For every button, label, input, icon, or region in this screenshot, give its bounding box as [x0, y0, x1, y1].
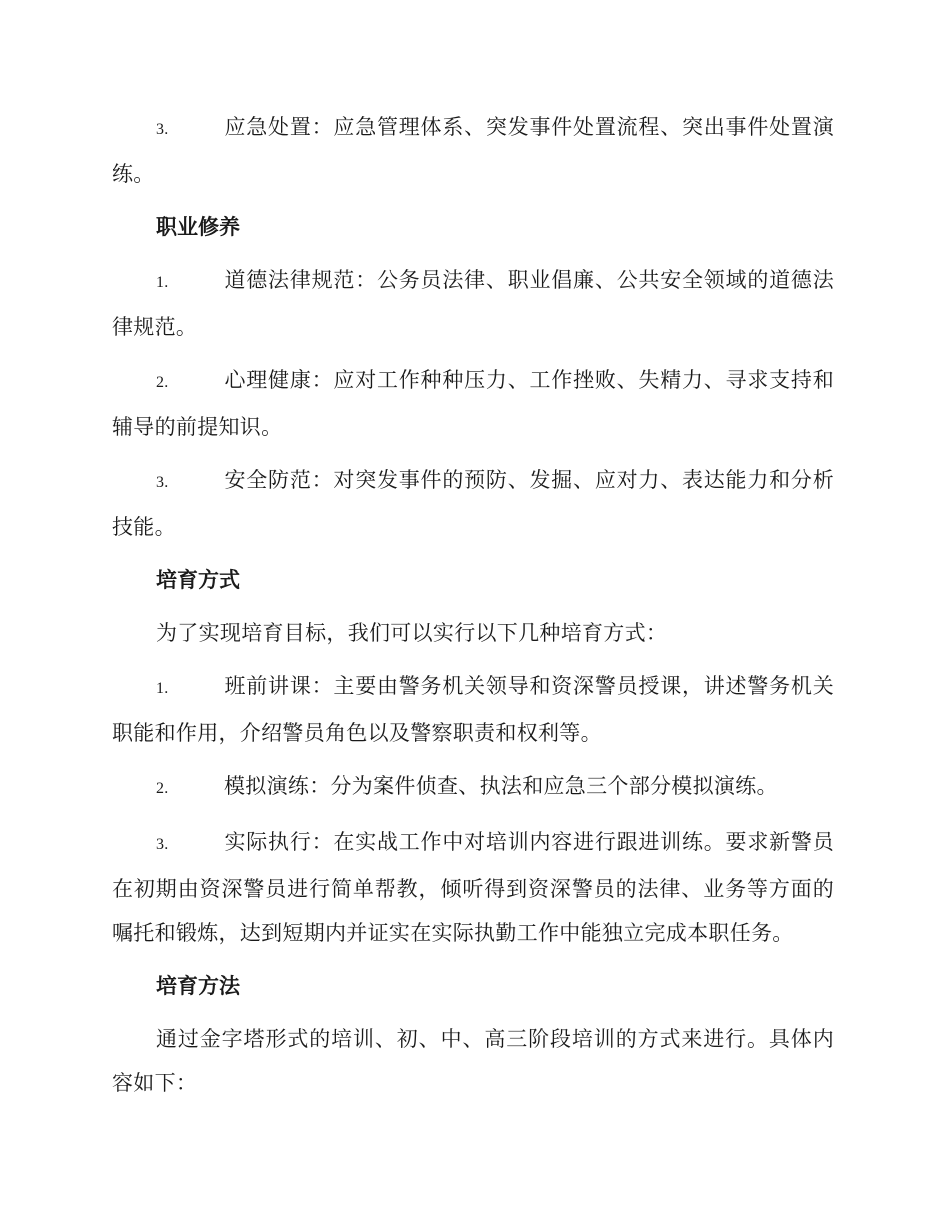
list-item-mental-health	[112, 358, 834, 449]
list-item-text: 道德法律规范：公务员法律、职业倡廉、公共安全领域的道德法律规范。	[112, 268, 834, 339]
document-page	[112, 105, 834, 1114]
list-item-simulation-drill	[112, 764, 834, 811]
list-item-ethics-law	[112, 258, 834, 349]
list-item-safety-prevention	[112, 458, 834, 549]
section-heading-training-modes: 培育方式	[156, 568, 240, 592]
section-heading-professional-cultivation: 职业修养	[156, 215, 240, 239]
list-item-number: 3.	[156, 836, 169, 853]
list-item-number: 3.	[156, 474, 169, 491]
list-item-number: 3.	[156, 121, 169, 138]
list-item-practical-execution	[112, 820, 834, 955]
list-item-text: 实际执行：在实战工作中对培训内容进行跟进训练。要求新警员在初期由资深警员进行简单帮教，倾听得到资深警员的法律、业务等方面的嘱托和锻炼，达到短期内并证实在实际执勤工作中能独立完成本职任务。	[112, 830, 834, 945]
list-item-text: 安全防范：对突发事件的预防、发掘、应对力、表达能力和分析技能。	[112, 468, 834, 539]
list-item-number: 2.	[156, 780, 169, 797]
list-item-number: 1.	[156, 680, 169, 697]
list-item-pre-shift-lecture	[112, 664, 834, 755]
list-item-text: 应急处置：应急管理体系、突发事件处置流程、突出事件处置演练。	[112, 115, 834, 186]
list-item-text: 模拟演练：分为案件侦查、执法和应急三个部分模拟演练。	[224, 774, 778, 798]
list-item-number: 2.	[156, 374, 169, 391]
paragraph-intro-training-modes: 为了实现培育目标，我们可以实行以下几种培育方式：	[156, 621, 668, 645]
paragraph-training-methods: 通过金字塔形式的培训、初、中、高三阶段培训的方式来进行。具体内容如下：	[112, 1027, 834, 1095]
list-item-text: 班前讲课：主要由警务机关领导和资深警员授课，讲述警务机关职能和作用，介绍警员角色以及警察职责和权利等。	[112, 674, 834, 745]
section-heading-training-methods: 培育方法	[156, 974, 240, 998]
list-item-text: 心理健康：应对工作种种压力、工作挫败、失精力、寻求支持和辅导的前提知识。	[112, 368, 834, 439]
list-item-number: 1.	[156, 274, 169, 291]
list-item-emergency-response	[112, 105, 834, 196]
